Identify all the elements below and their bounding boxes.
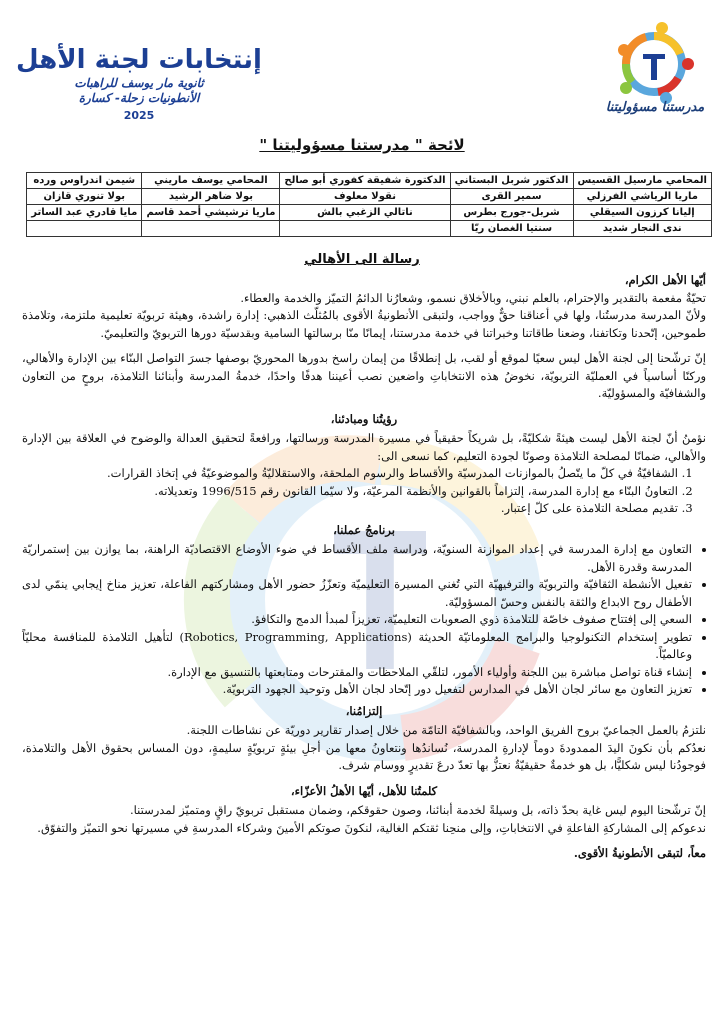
candidate-name: إليانا كرزون السيقلي xyxy=(573,205,711,221)
candidate-name: ماريا الرياشي الفرزلي xyxy=(573,189,711,205)
candidate-name: بولا ضاهر الرشيد xyxy=(142,189,280,205)
program-title: برنامجُ عملنا، xyxy=(333,522,395,537)
candidate-name: المحامي يوسف ماريني xyxy=(142,173,280,189)
candidate-name: الدكتورة شفيقة كفوري أبو صالح xyxy=(280,173,450,189)
vision-title: رؤيتُنا ومبادئنا، xyxy=(330,411,398,426)
year: 2025 xyxy=(123,109,155,122)
program-item: • تفعيل الأنشطة الثقافيّة والتربويّة والترفيهيّة التي تُغني المسيرة التعليميّة وتعزّزُ حضور الأهل ومشاركتهم الفاعلة، تعزيز مناخ إيجابي ينمّي لدى الأطفال روح الابداع والثقة بالنفس وحسّ المسؤوليّة. xyxy=(22,576,692,611)
candidate-name: ناتالي الزغبي بالش xyxy=(280,205,450,221)
final-paragraph-2: ندعوكم إلى المشاركةِ الفاعلةِ في الانتخاباتِ، وإلى منحِنا ثقتكم الغالية، لنكونَ صوتكم الأمينَ وشركاء المدرسةِ في مسيرتها نحو التميّز والتفوّق. xyxy=(37,820,706,835)
program-list xyxy=(22,541,692,699)
commitment-paragraph-2: نعدُكم بأن نكونَ اليدَ الممدودةَ دوماً لإدارةِ المدرسة، نُساندُها ونتعاونُ معها من أجلِ بيئةٍ تربويّةٍ سليمةٍ، دون المساس بحقوق الأهل والتلامذة، فوجودُنا ليس شكليًّا، بل هو خدمةٌ حقيقيّةٌ نعتزُّ بها تعدّ درعَ تقديرٍ ووسام شرف. xyxy=(22,740,706,772)
candidate-name: سمير القرى xyxy=(450,189,573,205)
school-name: ثانوية مار يوسف للراهبات xyxy=(74,76,204,90)
candidate-name: المحامي مارسيل القسيس xyxy=(573,173,711,189)
principle-item: 2. التعاونُ البنّاء مع إدارة المدرسة، إلتزاماً بالقوانين والأنظمة المرعيّة، ولا سيّما القانون رقم 1996/515 وتعديلاته. xyxy=(22,483,678,501)
candidate-name xyxy=(142,221,280,237)
final-title: كلمتُنا للأهل، أيّها الأهلُ الأعزّاء، xyxy=(290,783,438,798)
elections-header xyxy=(14,44,264,122)
candidates-row xyxy=(27,221,712,237)
intro-paragraph-3: إنّ ترشّحنا إلى لجنة الأهل ليس سعيًا لموقع أو لقب، بل إنطلاقًا من إيمان راسخ بدورها المحوريّ بوصفها جسرَ التواصل البنّاء بين الإدارة والأهالي، وركنًا أساسياً في العمليّة التربويّة، نخوضُ هذه الانتخاباتِ واضعين نصب أعيننا هدفًا واحدًا، خدمةُ المدرسة وأبنائنا التلامذة، بروحٍ من التعاون والشفافيّة والمسؤوليّة. xyxy=(22,351,706,400)
candidate-name: شربل-جورج بطرس xyxy=(450,205,573,221)
greeting: أيّها الأهل الكرام، xyxy=(624,273,706,287)
principle-item: 1. الشفافيّةُ في كلّ ما يتّصلُ بالموازنات المدرسيّة والأقساط والرسوم الملحقة، والاستقلاليّةُ والموضوعيّةُ في إتخاذ القرارات. xyxy=(22,465,678,483)
program-item: • تطوير إستخدام التكنولوجيا والبرامج المعلوماتيّة الحديثة (Robotics, Programming, Applications) لتأهيل التلامذة للمنافسة محليّاً وعالميّاً. xyxy=(22,629,692,664)
candidate-name: الدكتور شربل البستاني xyxy=(450,173,573,189)
candidate-name: ماريا ترشيشي أحمد قاسم xyxy=(142,205,280,221)
list-title-text: لائحة " مدرستنا مسؤوليتنا " xyxy=(259,136,465,154)
intro-paragraph-1: تحيّةٌ مفعمة بالتقدير والإحترام، بالعلم نبني، وبالأخلاق نسمو، وشعارُنا الدائمُ التميّز والخدمة والعطاء. xyxy=(240,290,706,305)
candidate-name: نقولا معلوف xyxy=(280,189,450,205)
commitment-paragraph-1: نلتزمُ بالعمل الجماعيّ بروح الفريق الواحد، وبالشفافيّة التامّة من خلال إصدار تقارير دوريّة عن نشاطات اللجنة. xyxy=(186,723,706,737)
letter-title: رسالة الى الأهالي xyxy=(304,252,420,267)
school-location: الأنطونيات زحلة- كسارة xyxy=(78,91,200,105)
letter-body xyxy=(22,272,706,871)
candidates-row xyxy=(27,173,712,189)
elections-title: إنتخابات لجنة الأهل xyxy=(16,45,262,75)
candidates-row xyxy=(27,189,712,205)
final-paragraph-1: إنّ ترشّحنا اليوم ليس غاية بحدّ ذاته، بل وسيلةً لخدمة أبنائنا، وصون حقوقكم، وضمان مستقبل تربويّ راقٍ ومتميّز لمدرستنا. xyxy=(130,803,706,817)
principles-list xyxy=(22,465,678,518)
logo-caption: مدرستنا مسؤوليتنا xyxy=(605,100,705,115)
list-title xyxy=(0,136,724,154)
candidates-table xyxy=(26,172,712,237)
candidate-name: شيمن اندراوس ورده xyxy=(27,173,142,189)
program-item: • تعزيز التعاون مع سائر لجان الأهل في المدارس لتفعيل دور إتّحاد لجان الأهل وتوحيد الجهود التربويّة. xyxy=(22,681,692,699)
candidate-name: ندى النجار شديد xyxy=(573,221,711,237)
principle-item: 3. تقديم مصلحة التلامذة على كلّ إعتبار. xyxy=(22,500,678,518)
vision-text: نؤمنُ أنّ لجنة الأهل ليست هيئةً شكليّةً، بل شريكاً حقيقياً في مسيرة المدرسة ورسالتها، ورافعةً لتحقيق العدالة والوضوح في العلاقة بين الإدارة والأهالي، ضمانًا لمصلحة التلامذة وصونًا لجودة التعليم، كما نسعى الى: xyxy=(22,431,706,463)
program-item: • التعاون مع إدارة المدرسة في إعداد الموازنة السنويّة، ودراسة ملف الأقساط في ضوء الأوضاع الاقتصاديّة الراهنة، بما يوازن بين إستمراريّة المدرسة وقدرة الأهل. xyxy=(22,541,692,576)
program-item: • السعي إلى إفتتاح صفوف خاصّة للتلامذة ذوي الصعوبات التعليميّة، تعزيزاً لمبدأ الدمج والتكافؤ. xyxy=(22,611,692,629)
commitment-title: إلتزامُنا، xyxy=(345,703,383,718)
candidate-name: بولا تنوري قازان xyxy=(27,189,142,205)
closing-line: معاً، لتبقى الأنطونيةُ الأقوى. xyxy=(573,846,706,860)
candidate-name: سنتيا الغصان ريّا xyxy=(450,221,573,237)
intro-paragraph-2: ولأنّ المدرسة مدرستُنا، ولها في أعناقنا حقٌّ وواجب، ولتبقى الأنطونيةُ الأقوى بالمُثلّث الذهبي: إدارة راشدة، وهيئة تربويّة تعليمية ملتزمة، وتلامذة طموحين، إتّحدنا وتكاتفنا، وضعنا طاقاتنا وخبراتنا في خدمة مدرستنا، إيمانًا منّا برسالتها السامية وبقدسيّة دورها التربويّ والتعليميّ. xyxy=(22,308,706,340)
candidate-name xyxy=(280,221,450,237)
candidates-row xyxy=(27,205,712,221)
program-item: • إنشاء قناة تواصل مباشرة بين اللجنة وأولياء الأمور، لتلقّي الملاحظات والمقترحات ومتابعتها بالتنسيق مع الإدارة. xyxy=(22,664,692,682)
candidate-name xyxy=(27,221,142,237)
candidate-name: مايا قادري عبد الساتر xyxy=(27,205,142,221)
